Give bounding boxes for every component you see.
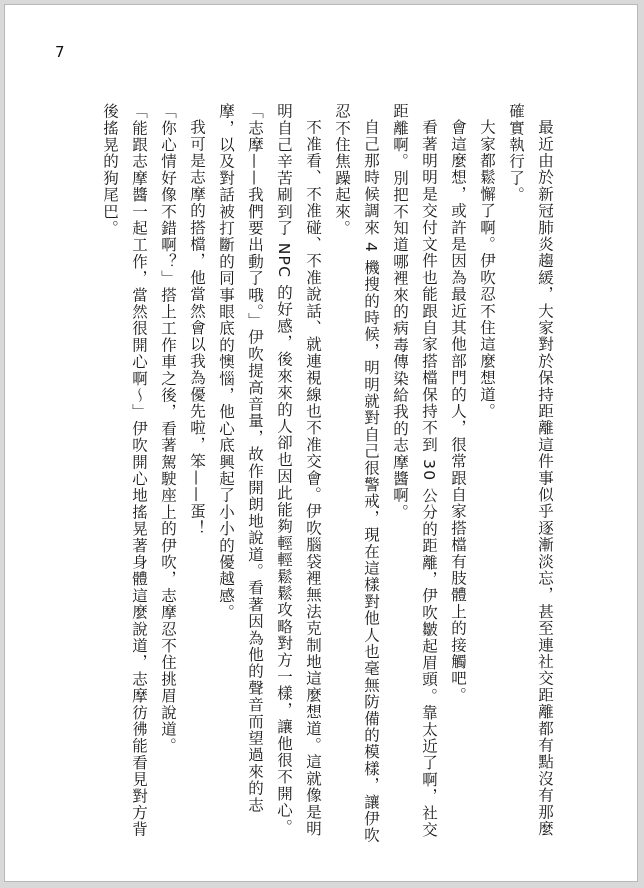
paragraph: 「志摩——我們要出動了哦。」伊吹提高音量，故作開朗地說道。看著因為他的聲音而望過來的志摩，以及對話被打斷的同事眼底的懊惱，他心底興起了小小的優越感。 (217, 103, 264, 814)
document-page (4, 4, 638, 882)
paragraph: 不准看、不准碰、不准說話、就連視線也不准交會。伊吹腦袋裡無法克制地這麼想道。這就像是明明自己辛苦刷到了 NPC 的好感，後來來的人卻也因此能夠輕輕鬆鬆攻略對方一樣，讓他很不開心。 (275, 103, 322, 837)
paragraph: 「你心情好像不錯啊？」搭上工作車之後，看著駕駛座上的伊吹，志摩忍不住挑眉說道。 (159, 103, 177, 755)
paragraph: 最近由於新冠肺炎趨緩，大家對於保持距離這件事似乎逐漸淡忘，甚至連社交距離都有點沒有那麼確實執行了。 (507, 103, 554, 837)
vertical-text-body (39, 103, 559, 845)
page-number: 7 (55, 43, 65, 61)
paragraph: 「能跟志摩醬一起工作，當然很開心啊～」伊吹開心地搖晃著身體這麼說道，志摩彷彿能看見對方背後搖晃的狗尾巴。 (101, 103, 148, 838)
paragraph: 會這麼想，或許是因為最近其他部門的人，很常跟自家搭檔有肢體上的接觸吧。 (449, 118, 467, 703)
paragraph: 自己那時候調來 4 機搜的時候，明明就對自己很警戒，現在這樣對他人也毫無防備的模樣，讓伊吹忍不住焦躁起來。 (333, 103, 380, 844)
paragraph: 看著明明是交付文件也能跟自家搭檔保持不到 30 公分的距離，伊吹皺起眉頭。靠太近了啊，社交距離啊。別把不知道哪裡來的病毒傳染給我的志摩醬啊。 (391, 103, 438, 838)
paragraph: 大家都鬆懈了啊。伊吹忍不住這麼想道。 (478, 118, 496, 420)
paragraph: 我可是志摩的搭檔，他當然會以我為優先啦，笨——蛋！ (188, 118, 206, 536)
